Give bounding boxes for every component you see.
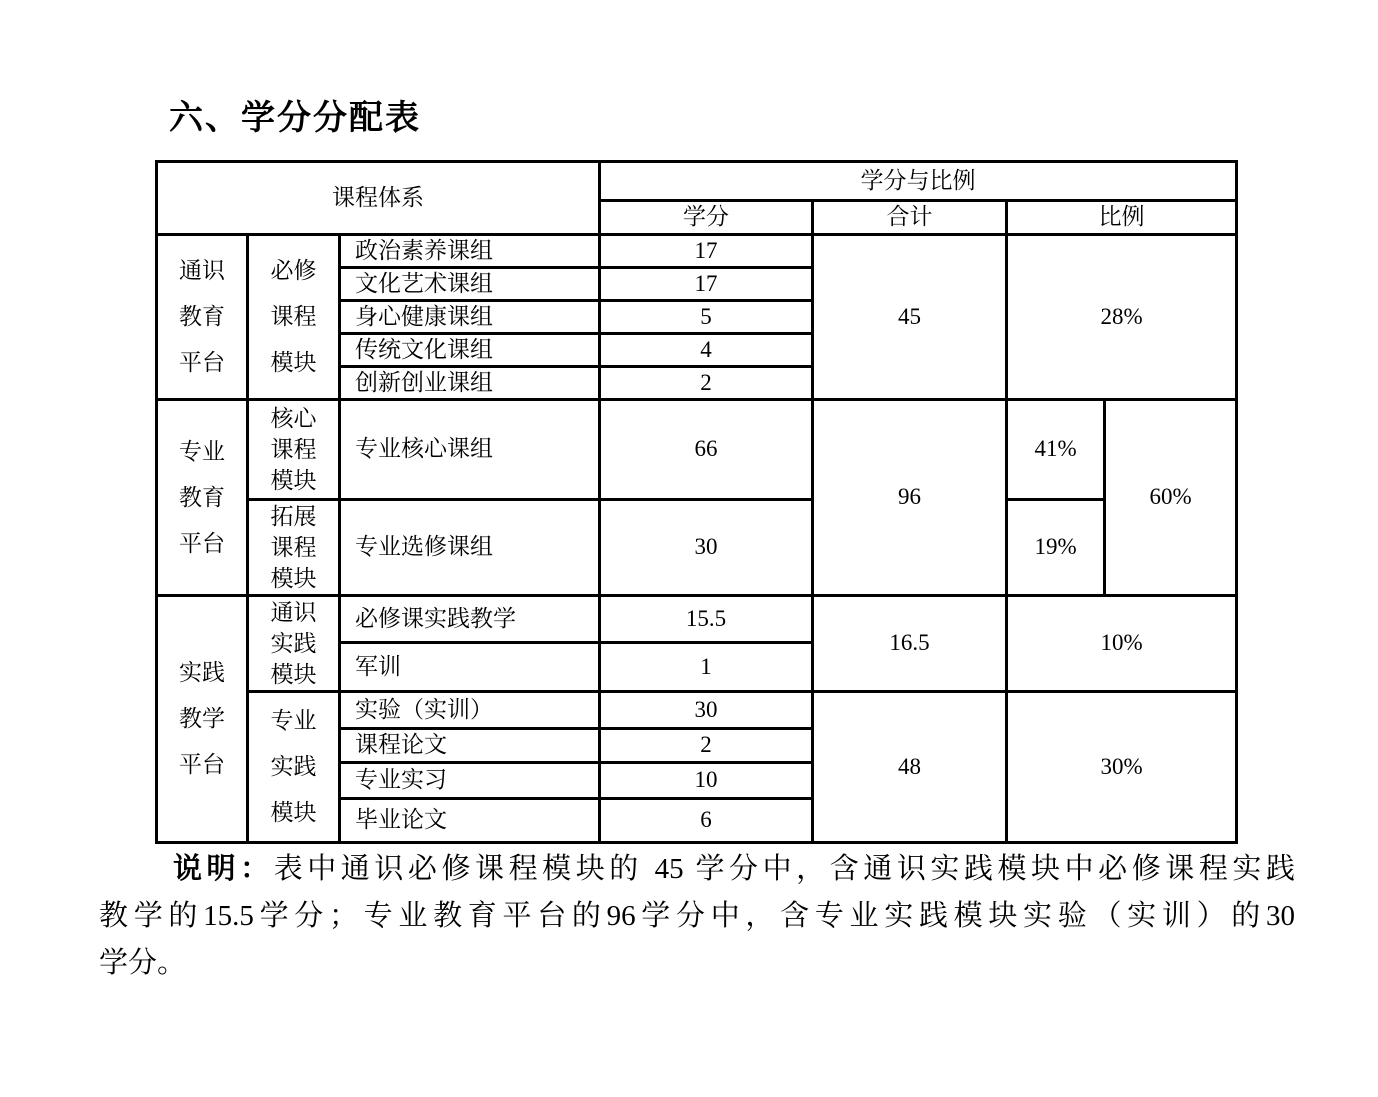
credits-cell: 4 (600, 334, 813, 367)
page-title: 六、学分分配表 (169, 99, 421, 137)
group-ratio-cell: 28% (1007, 235, 1237, 400)
module-label: 必修课程模块 (270, 258, 317, 375)
group-total-cell: 96 (813, 400, 1007, 596)
course-group-cell: 军训 (340, 643, 600, 692)
group-total-cell: 16.5 (813, 596, 1007, 692)
header-ratio: 比例 (1007, 201, 1237, 235)
course-group-cell: 创新创业课组 (340, 367, 600, 400)
header-credits: 学分 (600, 201, 813, 235)
course-group-cell: 必修课实践教学 (340, 596, 600, 643)
module-cell (248, 500, 340, 596)
footnote-line-1-text: 表中通识必修课程模块的 45 学分中，含通识实践模块中必修课程实践 (273, 853, 1295, 885)
credits-cell: 30 (600, 500, 813, 596)
footnote-line-3: 学分。 (99, 947, 187, 979)
credit-distribution-table (155, 160, 1238, 844)
module-label: 专业实践模块 (270, 708, 317, 825)
platform-label: 实践教学平台 (179, 660, 225, 777)
course-group-cell: 课程论文 (340, 729, 600, 763)
header-course-system: 课程体系 (157, 162, 600, 235)
platform-cell (157, 596, 248, 843)
platform-cell (157, 400, 248, 596)
module-label: 核心课程模块 (270, 406, 317, 493)
module-label: 拓展课程模块 (270, 504, 317, 591)
module-label: 通识实践模块 (270, 600, 317, 687)
credits-cell: 30 (600, 692, 813, 729)
header-credits-and-ratio: 学分与比例 (600, 162, 1237, 201)
module-cell (248, 235, 340, 400)
course-group-cell: 传统文化课组 (340, 334, 600, 367)
credits-cell: 10 (600, 763, 813, 799)
credits-cell: 2 (600, 367, 813, 400)
credits-cell: 17 (600, 235, 813, 268)
credits-cell: 66 (600, 400, 813, 500)
course-group-cell: 毕业论文 (340, 799, 600, 843)
footnote-line-1 (99, 846, 1295, 893)
footnote-line-2: 教学的15.5学分；专业教育平台的96学分中，含专业实践模块实验（实训）的30 (99, 900, 1295, 932)
module-cell (248, 692, 340, 843)
footnote-label: 说明： (173, 853, 274, 885)
course-group-cell: 身心健康课组 (340, 301, 600, 334)
credits-cell: 15.5 (600, 596, 813, 643)
sub-ratio-cell: 41% (1007, 400, 1105, 500)
platform-label: 专业教育平台 (179, 438, 225, 556)
footnote (99, 846, 1295, 987)
course-group-cell: 政治素养课组 (340, 235, 600, 268)
course-group-cell: 专业选修课组 (340, 500, 600, 596)
combined-ratio-cell: 60% (1105, 400, 1237, 596)
module-cell (248, 596, 340, 692)
module-cell (248, 400, 340, 500)
course-group-cell: 文化艺术课组 (340, 268, 600, 301)
group-total-cell: 48 (813, 692, 1007, 843)
credits-cell: 2 (600, 729, 813, 763)
header-total: 合计 (813, 201, 1007, 235)
credits-cell: 1 (600, 643, 813, 692)
platform-cell (157, 235, 248, 400)
sub-ratio-cell: 19% (1007, 500, 1105, 596)
group-ratio-cell: 30% (1007, 692, 1237, 843)
credits-cell: 17 (600, 268, 813, 301)
course-group-cell: 专业实习 (340, 763, 600, 799)
course-group-cell: 实验（实训） (340, 692, 600, 729)
course-group-cell: 专业核心课组 (340, 400, 600, 500)
group-ratio-cell: 10% (1007, 596, 1237, 692)
credits-cell: 6 (600, 799, 813, 843)
credits-cell: 5 (600, 301, 813, 334)
group-total-cell: 45 (813, 235, 1007, 400)
platform-label: 通识教育平台 (179, 258, 225, 375)
